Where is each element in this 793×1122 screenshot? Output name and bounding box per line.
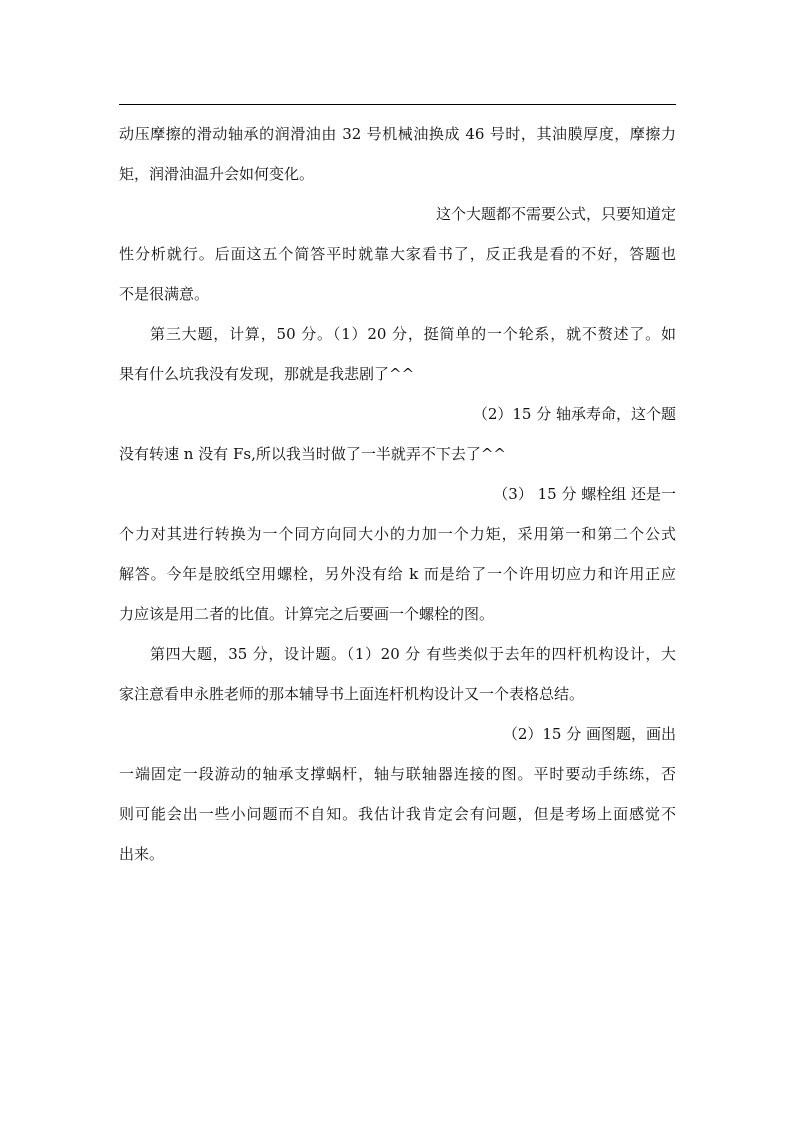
- text-line: 动压摩擦的滑动轴承的润滑油由 32 号机械油换成 46 号时，其油膜厚度，摩擦力: [119, 125, 676, 143]
- text-line: 第四大题，35 分，设计题。（1）20 分 有些类似于去年的四杆机构设计，大: [150, 645, 676, 663]
- text-line: （2）15 分 轴承寿命，这个题: [472, 405, 676, 423]
- text-line: 解答。今年是胶纸空用螺栓，另外没有给 k 而是给了一个许用切应力和许用正应: [119, 565, 676, 583]
- text-line: 力应该是用二者的比值。计算完之后要画一个螺栓的图。: [119, 605, 495, 623]
- text-line: 不是很满意。: [119, 285, 210, 303]
- text-line: 矩，润滑油温升会如何变化。: [119, 165, 315, 183]
- text-line: （3） 15 分 螺栓组 还是一: [493, 485, 676, 503]
- text-line: 一端固定一段游动的轴承支撑蜗杆，轴与联轴器连接的图。平时要动手练练，否: [119, 765, 676, 783]
- text-line: 第三大题，计算，50 分。（1）20 分，挺简单的一个轮系，就不赘述了。如: [150, 325, 676, 343]
- text-line: 则可能会出一些小问题而不自知。我估计我肯定会有问题，但是考场上面感觉不: [119, 805, 676, 823]
- text-line: 这个大题都不需要公式，只要知道定: [435, 205, 676, 223]
- document-body: [119, 118, 676, 878]
- text-line: 性分析就行。后面这五个简答平时就靠大家看书了，反正我是看的不好，答题也: [119, 245, 676, 263]
- header-rule: [119, 104, 676, 105]
- text-line: 出来。: [119, 845, 165, 863]
- text-line: 家注意看申永胜老师的那本辅导书上面连杆机构设计又一个表格总结。: [119, 685, 585, 703]
- text-line: 个力对其进行转换为一个同方向同大小的力加一个力矩，采用第一和第二个公式: [119, 525, 676, 543]
- text-line: （2）15 分 画图题，画出: [502, 725, 676, 743]
- text-line: 没有转速 n 没有 Fs,所以我当时做了一半就弄不下去了^^: [119, 445, 506, 463]
- text-line: 果有什么坑我没有发现，那就是我悲剧了^^: [119, 365, 415, 383]
